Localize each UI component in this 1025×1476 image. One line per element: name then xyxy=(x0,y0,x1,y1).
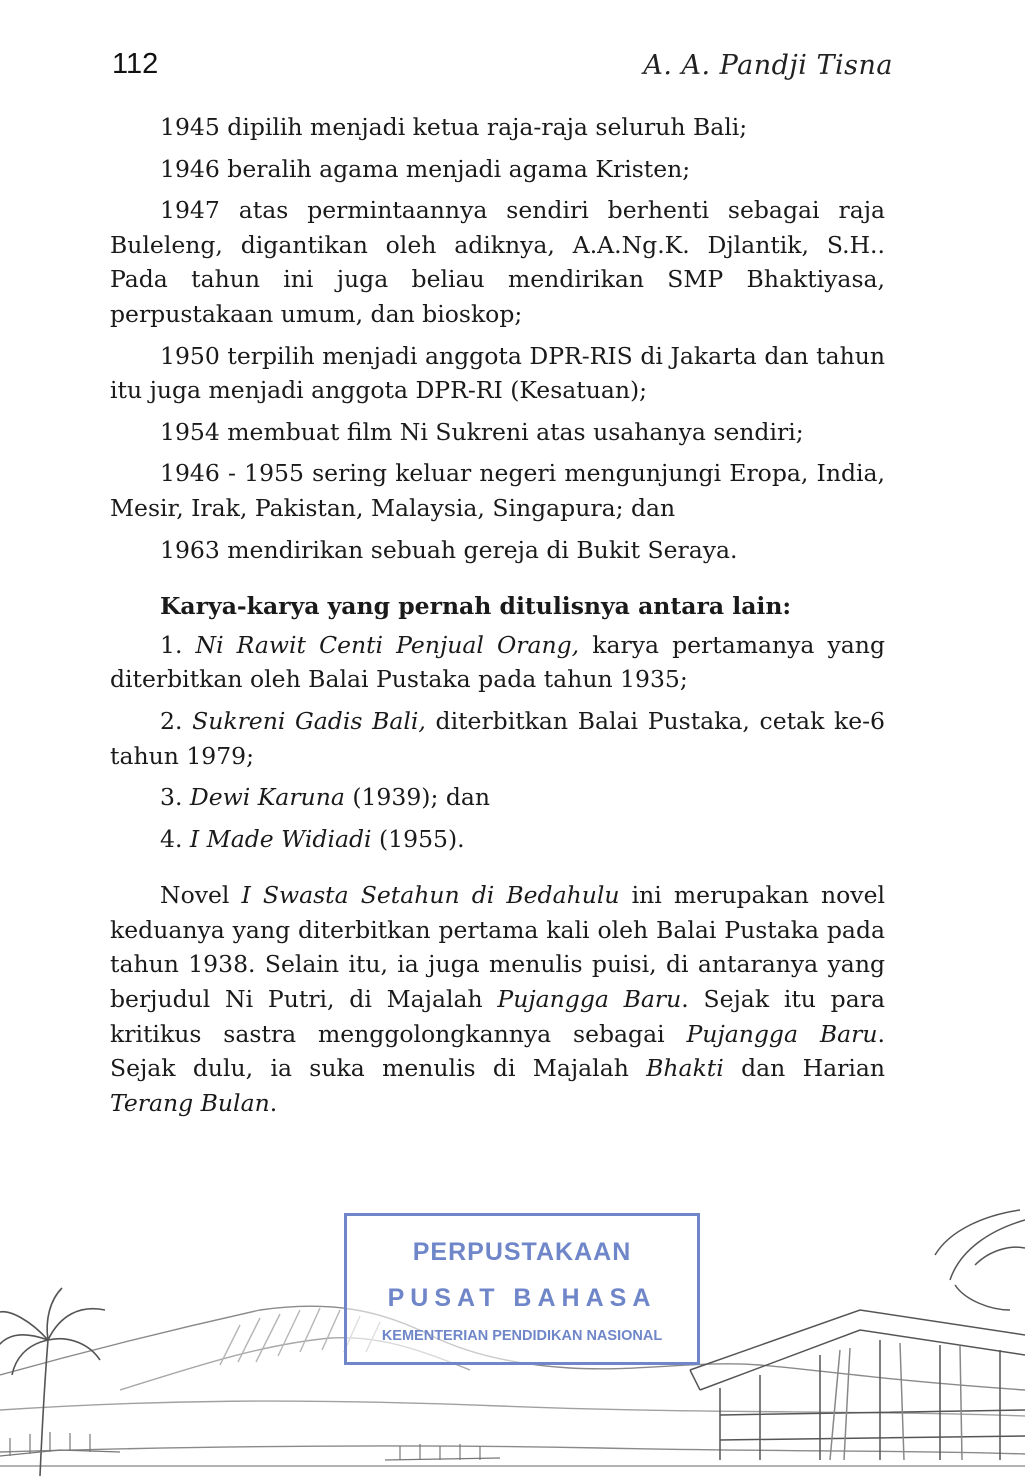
work-item xyxy=(110,822,885,857)
italic-title: Terang Bulan xyxy=(110,1088,270,1117)
italic-title: Pujangga Baru xyxy=(686,1019,878,1048)
work-number: 4. xyxy=(160,824,190,853)
chronology-item: 1950 terpilih menjadi anggota DPR-RIS di Jakarta dan tahun itu juga menjadi anggota DPR-RI (Kesatuan); xyxy=(110,341,885,405)
work-description: (1939); dan xyxy=(344,783,491,812)
works-heading: Karya-karya yang pernah ditulisnya antara lain: xyxy=(160,592,792,621)
work-title: I Made Widiadi xyxy=(189,824,372,853)
running-head: A. A. Pandji Tisna xyxy=(643,50,893,81)
work-number: 1. xyxy=(160,630,196,659)
text-run: . xyxy=(269,1088,278,1117)
work-description: (1955). xyxy=(371,824,465,853)
library-stamp xyxy=(344,1213,700,1365)
work-title: Dewi Karuna xyxy=(189,783,345,812)
tree xyxy=(935,1210,1025,1310)
work-title: Ni Rawit Centi Penjual Orang, xyxy=(195,630,580,659)
work-description: diterbitkan Balai Pustaka, cetak ke-6 tahun 1979; xyxy=(110,706,886,770)
work-item xyxy=(110,628,885,697)
chronology-item: 1946 - 1955 sering keluar negeri mengunjungi Eropa, India, Mesir, Irak, Pakistan, Malaysia, Singapura; dan xyxy=(110,459,885,522)
chronology-item: 1963 mendirikan sebuah gereja di Bukit Seraya. xyxy=(160,535,738,564)
chronology-item: 1954 membuat film Ni Sukreni atas usahanya sendiri; xyxy=(160,417,804,446)
work-title: Sukreni Gadis Bali, xyxy=(192,706,426,735)
text-run: . Sejak dulu, ia suka menulis di Majalah xyxy=(110,1019,885,1083)
work-description: karya pertamanya yang diterbitkan oleh Balai Pustaka pada tahun 1935; xyxy=(110,630,885,694)
palm-tree xyxy=(0,1288,105,1476)
chronology-item: 1945 dipilih menjadi ketua raja-raja seluruh Bali; xyxy=(160,113,748,141)
chronology-item: 1947 atas permintaannya sendiri berhenti sebagai raja Buleleng, digantikan oleh adiknya, A.A.Ng.K. Djlantik, S.H.. Pada tahun ini juga beliau mendirikan SMP Bhaktiyasa, perpustakaan umum, dan bioskop; xyxy=(110,196,885,328)
text-run: . Sejak itu para kritikus sastra menggolongkannya sebagai xyxy=(110,985,885,1048)
stamp-line-2: PUSAT BAHASA xyxy=(387,1284,657,1312)
stamp-line-1: PERPUSTAKAAN xyxy=(412,1238,632,1266)
novel-paragraph xyxy=(110,878,885,1120)
italic-title: Pujangga Baru xyxy=(497,985,682,1014)
work-number: 2. xyxy=(160,706,193,735)
page-number: 112 xyxy=(112,48,159,80)
text-run: ini merupakan novel keduanya yang diterbitkan pertama kali oleh Balai Pustaka pada tahun 1938. Selain itu, ia juga menulis puisi, di antaranya yang berjudul Ni Putri, di Majalah xyxy=(110,881,885,1014)
text-run: dan Harian xyxy=(723,1054,885,1083)
hut xyxy=(690,1310,1025,1460)
text-run: Novel xyxy=(160,881,242,910)
italic-title: Bhakti xyxy=(646,1054,724,1083)
work-number: 3. xyxy=(160,783,190,812)
page-body xyxy=(110,110,885,1127)
chronology-item: 1946 beralih agama menjadi agama Kristen; xyxy=(160,154,691,183)
work-item xyxy=(110,780,885,815)
italic-title: I Swasta Setahun di Bedahulu xyxy=(241,881,620,910)
stamp-line-3: KEMENTERIAN PENDIDIKAN NASIONAL xyxy=(381,1328,663,1344)
work-item xyxy=(110,704,885,773)
